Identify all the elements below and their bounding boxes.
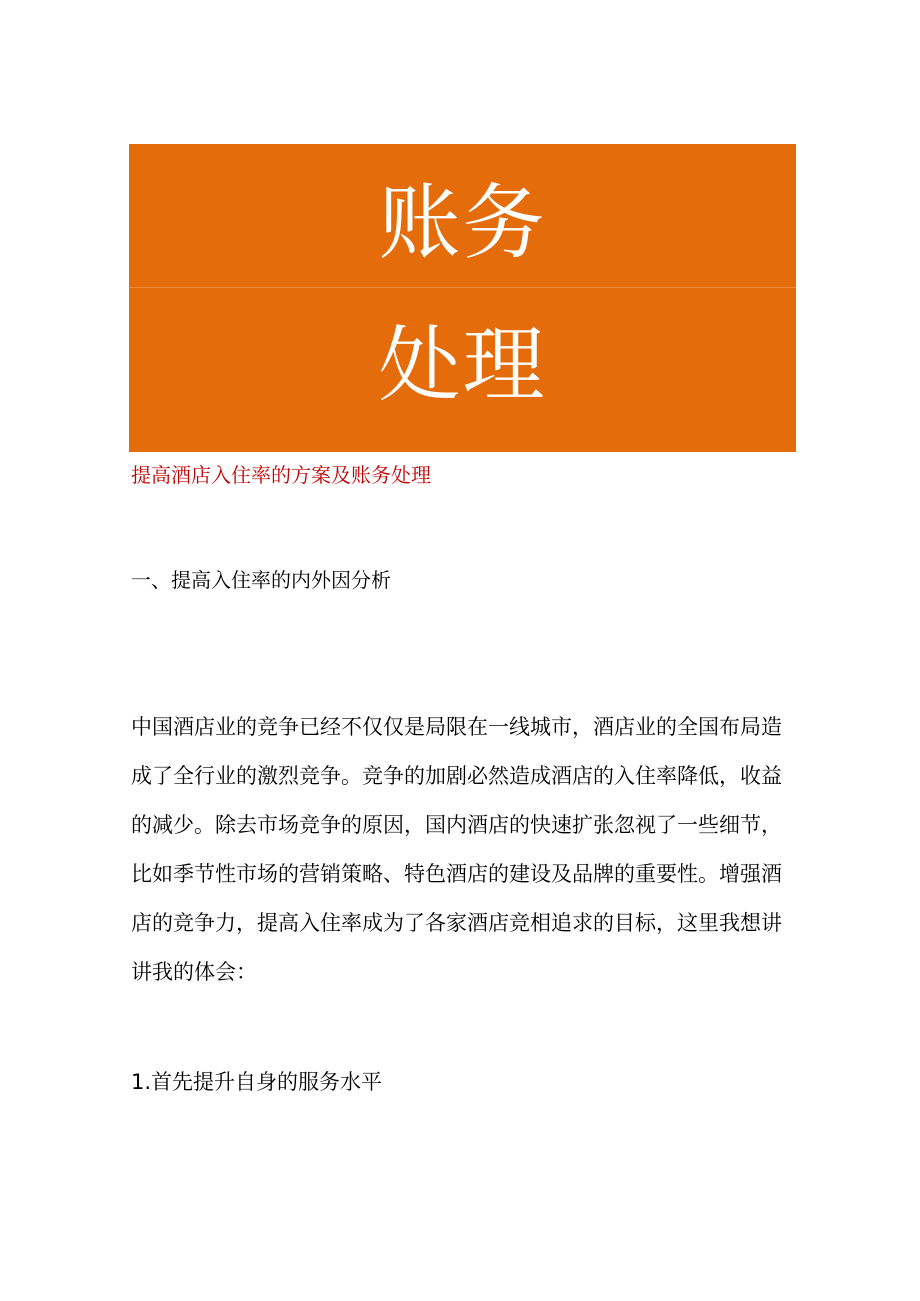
banner-title-line-1: 账务: [378, 176, 547, 271]
banner-divider: [129, 287, 796, 288]
paragraph-line: 的减少。除去市场竞争的原因，国内酒店的快速扩张忽视了一些细节，: [131, 813, 782, 837]
section-heading: 一、提高入住率的内外因分析: [131, 568, 391, 592]
title-banner: [129, 144, 796, 452]
body-paragraph: [131, 703, 799, 997]
sub-heading: 1.首先提升自身的服务水平: [131, 1070, 383, 1094]
document-title: 提高酒店入住率的方案及账务处理: [131, 463, 431, 487]
paragraph-line: 中国酒店业的竞争已经不仅仅是局限在一线城市，酒店业的全国布局造: [131, 715, 782, 739]
banner-title-line-2: 处理: [378, 318, 547, 413]
paragraph-line: 讲我的体会：: [131, 960, 257, 984]
paragraph-line: 比如季节性市场的营销策略、特色酒店的建设及品牌的重要性。增强酒: [131, 862, 782, 886]
paragraph-line: 成了全行业的激烈竞争。竞争的加剧必然造成酒店的入住率降低，收益: [131, 764, 782, 788]
paragraph-line: 店的竞争力，提高入住率成为了各家酒店竞相追求的目标，这里我想讲: [131, 911, 782, 935]
